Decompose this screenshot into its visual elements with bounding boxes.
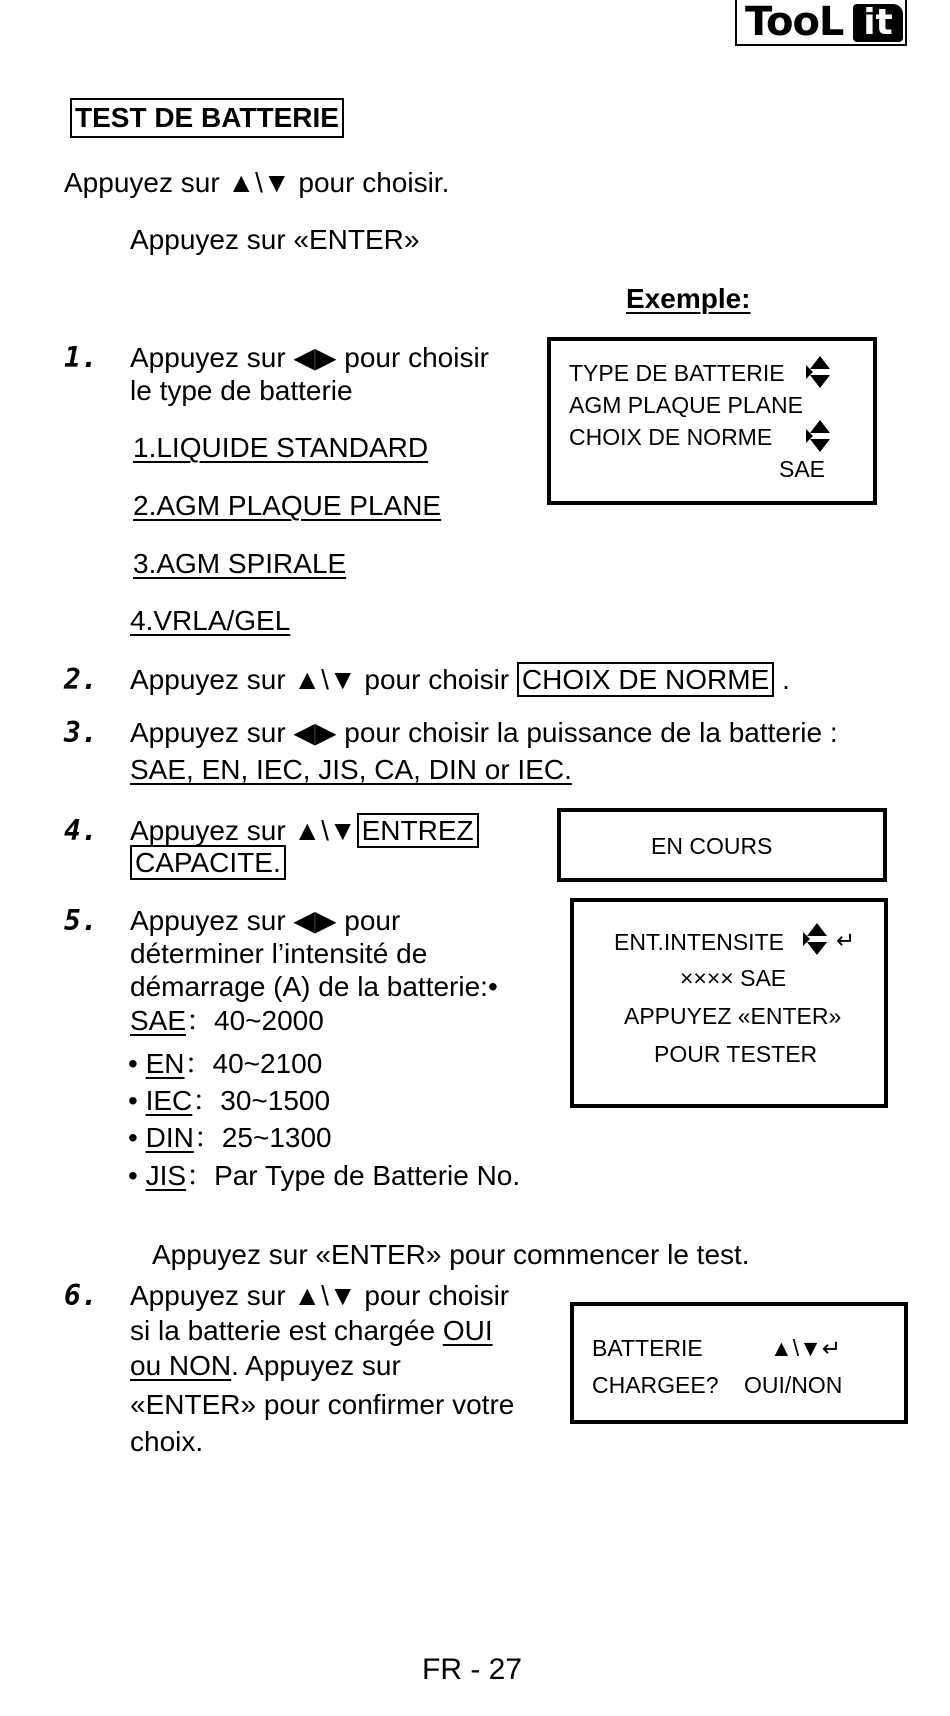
non-option: ou NON bbox=[130, 1350, 232, 1381]
step-2-suffix: . bbox=[782, 664, 790, 695]
sae-label: SAE bbox=[130, 1005, 187, 1036]
logo-word: TooL bbox=[745, 0, 844, 45]
iec-value: ：30~1500 bbox=[192, 1085, 331, 1116]
enter-key-icon: ↵ bbox=[836, 927, 856, 953]
step-1-line-1: Appuyez sur ◀▶ pour choisir bbox=[130, 342, 489, 373]
bullet: • bbox=[128, 1048, 138, 1079]
lcd-display-charged bbox=[570, 1302, 908, 1424]
step-5-number: 5. bbox=[64, 904, 98, 937]
jis-value: ：Par Type de Batterie No. bbox=[186, 1160, 521, 1191]
example-heading: Exemple: bbox=[626, 283, 751, 314]
din-label: DIN bbox=[145, 1122, 194, 1153]
lcd-display-battery-type bbox=[547, 337, 877, 505]
step-4-number: 4. bbox=[64, 814, 98, 847]
page-title bbox=[70, 98, 344, 138]
intro-line-2: Appuyez sur «ENTER» bbox=[130, 224, 420, 255]
lcd4-line-1b: ▲\▼↵ bbox=[770, 1335, 842, 1361]
page-number: FR - 27 bbox=[422, 1653, 523, 1686]
oui-option: OUI bbox=[442, 1315, 493, 1346]
step-2-number: 2. bbox=[64, 663, 98, 696]
en-label: EN bbox=[145, 1048, 185, 1079]
step-5-enter-line: Appuyez sur «ENTER» pour commencer le test. bbox=[152, 1239, 750, 1270]
lcd1-line-1: TYPE DE BATTERIE bbox=[569, 360, 785, 386]
lcd3-line-1: ENT.INTENSITE bbox=[614, 929, 784, 955]
lcd3-line-3: APPUYEZ «ENTER» bbox=[624, 1003, 842, 1029]
battery-option-4: 4.VRLA/GEL bbox=[130, 605, 291, 636]
sae-value: ：40~2000 bbox=[186, 1005, 324, 1036]
step-2-boxed-label: CHOIX DE NORME bbox=[517, 662, 774, 697]
step-3-number: 3. bbox=[64, 716, 98, 749]
lcd4-line-2a: CHARGEE? bbox=[592, 1372, 719, 1398]
step-6-line-5: choix. bbox=[130, 1426, 204, 1457]
list-item bbox=[128, 1158, 520, 1194]
step-6-line-2 bbox=[130, 1313, 493, 1349]
jis-label: JIS bbox=[145, 1160, 187, 1191]
battery-option-3: 3.AGM SPIRALE bbox=[133, 548, 347, 579]
page-title-text: TEST DE BATTERIE bbox=[75, 102, 339, 133]
step-5-line-3: démarrage (A) de la batterie:• bbox=[130, 971, 498, 1002]
step-6-line-2-prefix: si la batterie est chargée bbox=[130, 1315, 436, 1346]
step-4-boxed-2: CAPACITE. bbox=[130, 845, 286, 880]
step-1-number: 1. bbox=[64, 341, 98, 374]
step-5-line-1: Appuyez sur ◀▶ pour bbox=[130, 905, 401, 936]
step-4-prefix: Appuyez sur ▲\▼ bbox=[130, 815, 357, 846]
logo-it-badge: it bbox=[853, 4, 903, 42]
step-4-line-2 bbox=[130, 845, 286, 881]
step-6-line-1: Appuyez sur ▲\▼ pour choisir bbox=[130, 1280, 510, 1311]
step-2-prefix: Appuyez sur ▲\▼ pour choisir bbox=[130, 664, 510, 695]
step-6-line-3-suffix: . Appuyez sur bbox=[231, 1350, 401, 1381]
lcd4-line-1a: BATTERIE bbox=[592, 1335, 703, 1361]
toolit-logo bbox=[735, 0, 907, 46]
iec-label: IEC bbox=[145, 1085, 193, 1116]
en-value: ：40~2100 bbox=[184, 1048, 323, 1079]
list-item bbox=[128, 1083, 330, 1119]
lcd3-line-2: ×××× SAE bbox=[680, 965, 787, 991]
four-way-arrows-icon bbox=[803, 419, 837, 453]
bullet: • bbox=[128, 1160, 138, 1191]
step-3-line-1: Appuyez sur ◀▶ pour choisir la puissance de la batterie : bbox=[130, 717, 838, 748]
lcd1-line-4: SAE bbox=[779, 456, 826, 482]
lcd1-line-3: CHOIX DE NORME bbox=[569, 424, 773, 450]
din-value: ：25~1300 bbox=[193, 1122, 332, 1153]
step-5-line-2: déterminer l’intensité de bbox=[130, 938, 428, 969]
lcd3-line-4: POUR TESTER bbox=[654, 1041, 818, 1067]
step-5-sae-line bbox=[130, 1003, 324, 1039]
battery-option-1: 1.LIQUIDE STANDARD bbox=[133, 432, 429, 463]
lcd-display-intensity bbox=[570, 898, 888, 1108]
step-4-line-1 bbox=[130, 813, 479, 849]
bullet: • bbox=[128, 1085, 138, 1116]
step-6-line-3 bbox=[130, 1348, 401, 1384]
four-way-arrows-icon bbox=[800, 922, 834, 956]
four-way-arrows-icon bbox=[803, 355, 837, 389]
step-3-line-2: SAE, EN, IEC, JIS, CA, DIN or IEC. bbox=[130, 754, 572, 785]
lcd-display-en-cours bbox=[557, 808, 887, 882]
step-2-text bbox=[130, 662, 790, 698]
list-item bbox=[128, 1046, 322, 1082]
step-4-boxed-1: ENTREZ bbox=[357, 813, 479, 848]
list-item bbox=[128, 1120, 332, 1156]
lcd1-line-2: AGM PLAQUE PLANE bbox=[569, 392, 803, 418]
bullet: • bbox=[128, 1122, 138, 1153]
step-1-line-2: le type de batterie bbox=[130, 375, 353, 406]
intro-line-1: Appuyez sur ▲\▼ pour choisir. bbox=[64, 167, 450, 198]
lcd2-line-1: EN COURS bbox=[651, 833, 773, 859]
lcd4-line-2b: OUI/NON bbox=[744, 1372, 843, 1398]
battery-option-2: 2.AGM PLAQUE PLANE bbox=[133, 490, 442, 521]
step-6-number: 6. bbox=[64, 1279, 98, 1312]
step-6-line-4: «ENTER» pour confirmer votre bbox=[130, 1389, 515, 1420]
